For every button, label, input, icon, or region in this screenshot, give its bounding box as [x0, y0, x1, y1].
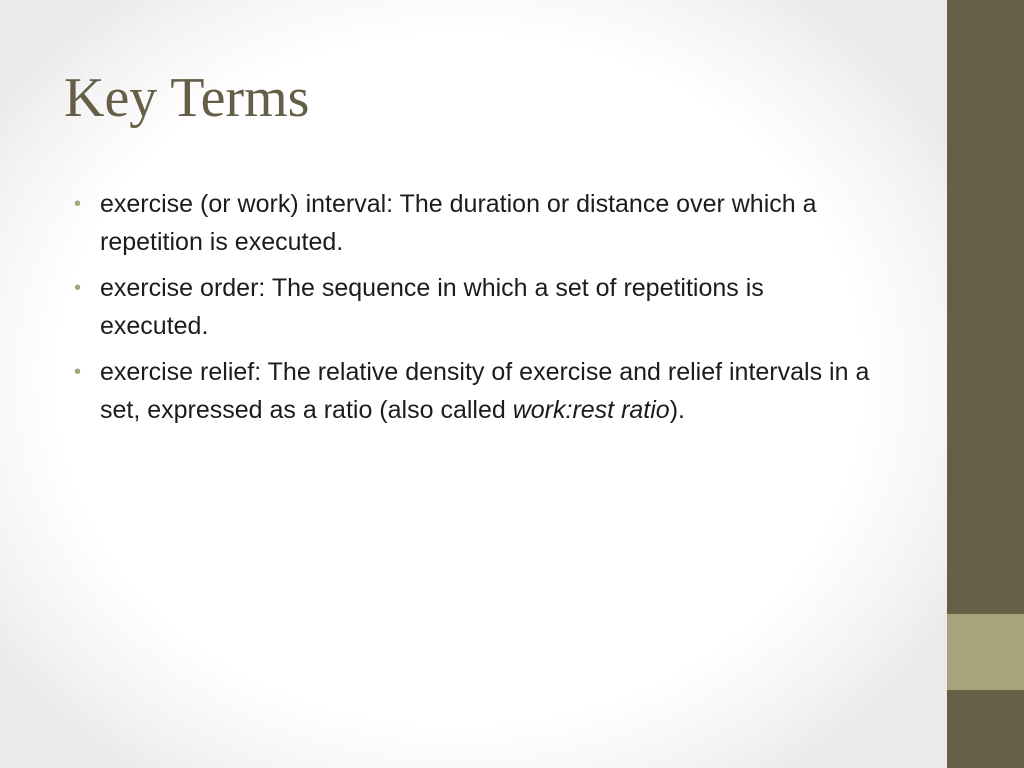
bullet-text [100, 358, 869, 424]
bullet-text: exercise order: The sequence in which a set of repetitions is executed. [100, 274, 764, 340]
side-decor-accent [947, 614, 1024, 690]
bullet-dot-icon: • [74, 193, 82, 215]
bullet-text-trail: ). [669, 396, 685, 424]
bullet-item-exercise-interval [74, 185, 874, 261]
bullet-dot-icon: • [74, 361, 82, 383]
slide-title: Key Terms [64, 67, 310, 129]
bullet-text: exercise (or work) interval: The duration or distance over which a repetition is executed. [100, 190, 817, 256]
bullet-text-italic-term: work:rest ratio [512, 396, 670, 424]
bullet-item-exercise-relief [74, 353, 874, 429]
bullet-text-lead: exercise relief: The relative density of exercise and relief intervals in a set, expressed as a ratio (also called [100, 358, 870, 424]
bullet-item-exercise-order [74, 269, 874, 345]
bullet-dot-icon: • [74, 277, 82, 299]
bullet-list [74, 185, 874, 437]
